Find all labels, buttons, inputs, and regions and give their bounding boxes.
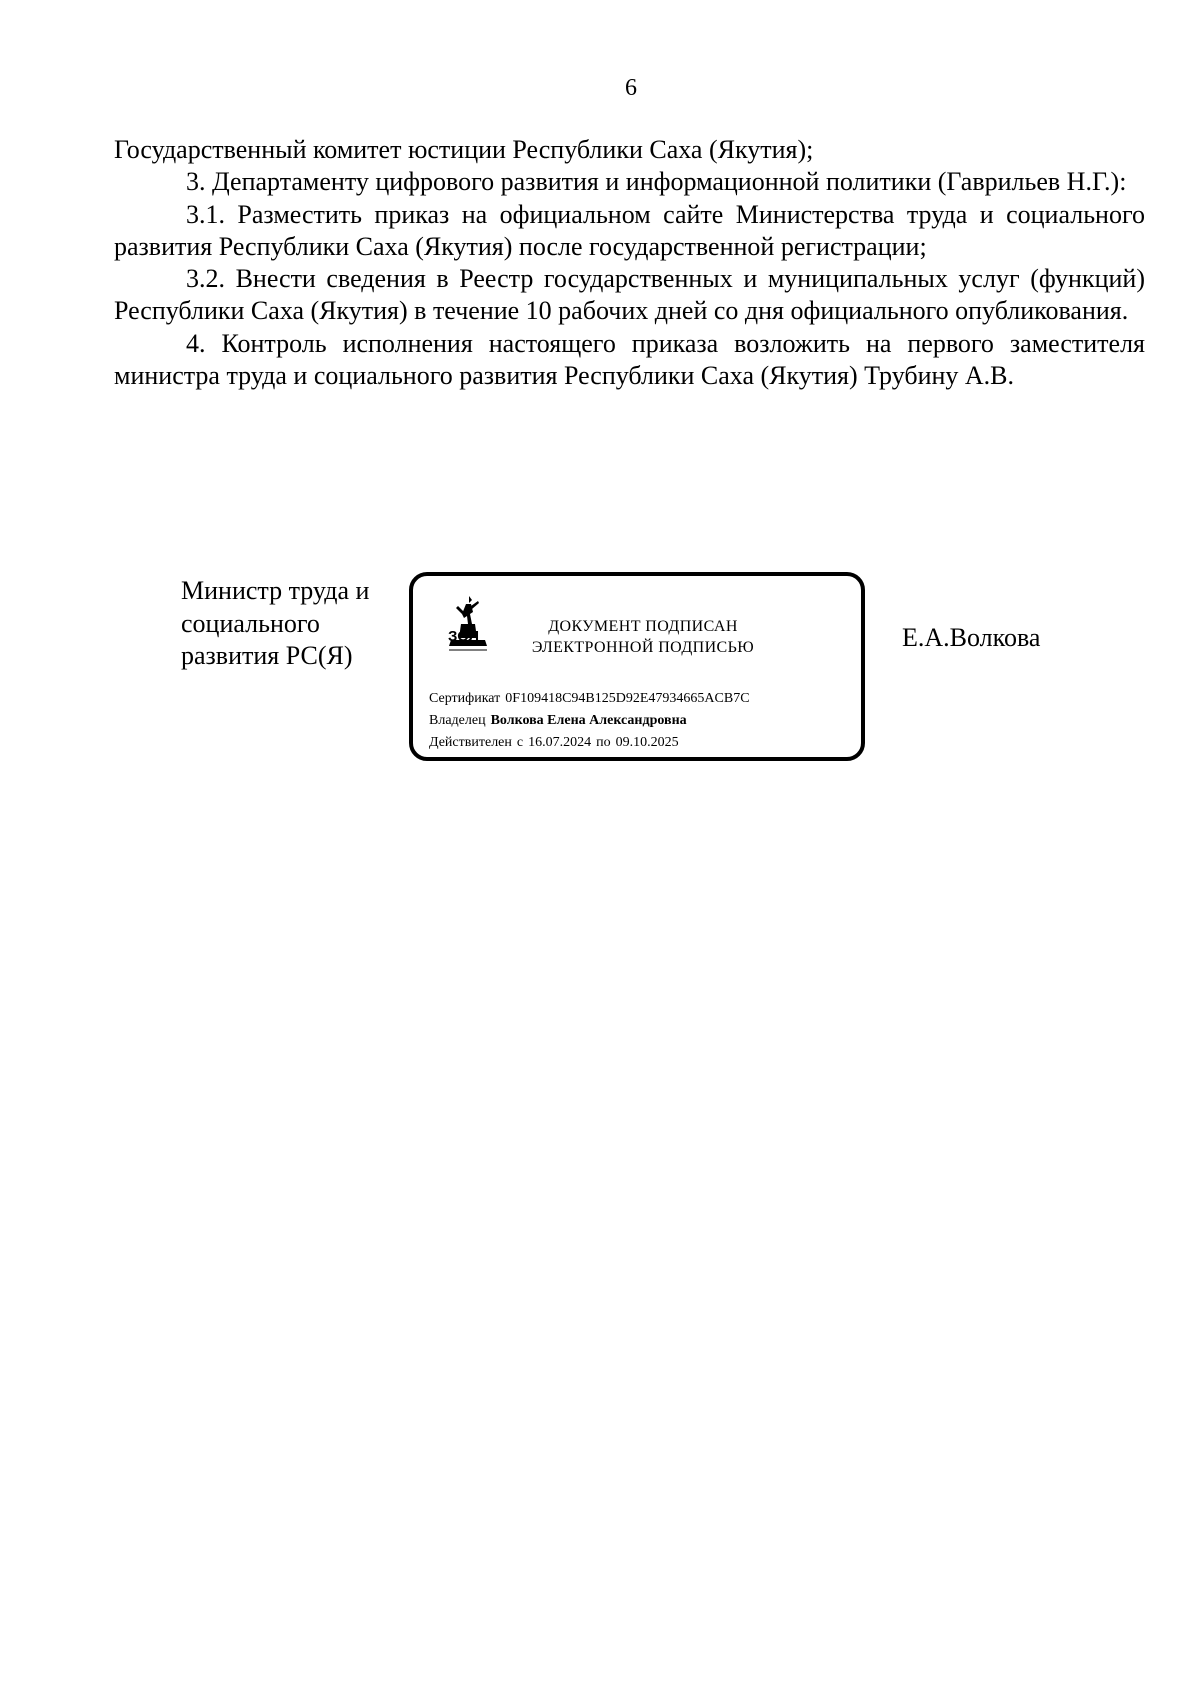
- emblem-icon: [447, 594, 489, 658]
- stamp-validity-row: [429, 734, 684, 752]
- signer-name: Е.А.Волкова: [902, 623, 1041, 652]
- valid-from-value: 16.07.2024: [528, 735, 592, 750]
- signer-title-line: социального: [181, 608, 320, 638]
- stamp-heading: [513, 616, 773, 658]
- paragraph-justice-committee: Государственный комитет юстиции Республики Саха (Якутия);: [114, 135, 814, 164]
- owner-value: Волкова Елена Александровна: [490, 713, 687, 728]
- valid-label: Действителен: [429, 735, 512, 750]
- page-number: 6: [625, 75, 637, 101]
- certificate-label: Сертификат: [429, 691, 501, 706]
- valid-to-value: 09.10.2025: [615, 735, 679, 750]
- paragraph-item-4: 4. Контроль исполнения настоящего приказа возложить на первого заместителя министра труда и социального развития Республики Саха (Якутия) Трубину А.В.: [114, 328, 1145, 391]
- electronic-signature-stamp: [409, 572, 865, 761]
- stamp-owner-row: [429, 712, 687, 730]
- stamp-heading-line: ЭЛЕКТРОННОЙ ПОДПИСЬЮ: [531, 639, 755, 656]
- valid-to-word: по: [596, 735, 611, 750]
- valid-from-word: с: [516, 735, 524, 750]
- stamp-certificate-row: [429, 690, 750, 708]
- signer-title: [181, 575, 411, 673]
- certificate-value: 0F109418C94B125D92E47934665ACB7C: [505, 691, 750, 706]
- signer-title-line: Министр труда и: [181, 576, 370, 605]
- paragraph-item-3-1: 3.1. Разместить приказ на официальном сайте Министерства труда и социального развития Республики Саха (Якутия) после государственной регистрации;: [114, 199, 1145, 261]
- signer-title-line: развития РС(Я): [181, 641, 353, 670]
- svg-text:ЗОЛ: ЗОЛ: [448, 628, 480, 645]
- stamp-heading-line: ДОКУМЕНТ ПОДПИСАН: [548, 618, 738, 635]
- document-body: [114, 134, 1145, 392]
- owner-label: Владелец: [429, 713, 486, 728]
- paragraph-item-3: 3. Департаменту цифрового развития и информационной политики (Гаврильев Н.Г.):: [186, 167, 1127, 197]
- paragraph-item-3-2: 3.2. Внести сведения в Реестр государственных и муниципальных услуг (функций) Республики Саха (Якутия) в течение 10 рабочих дней со дня официального опубликования.: [114, 264, 1145, 326]
